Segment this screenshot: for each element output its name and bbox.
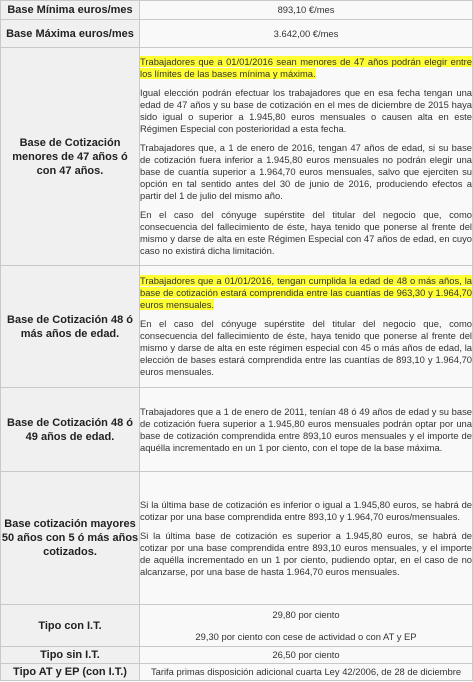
- paragraph: Si la última base de cotización es superior a 1.945,80 euros, se habrá de cotizar por una base comprendida entre 893,10 euros mensuales, y el importe de aquélla incrementado en un 1 por ciento, pudiendo optar, en el caso de no alcanzarse, por una base de hasta 1.964,70 euros mensuales.: [140, 529, 472, 577]
- paragraph: Trabajadores que, a 1 de enero de 2016, tengan 47 años de edad, si su base de cotización fuera inferior a 1.945,80 euros mensuales no podrán elegir una base de cuantía superior a 1.964,70 euros mensuales, salvo que ejerciten su opción en tal sentido antes del 30 de junio de 2016, produciendo efectos a partir del 1 de julio del mismo año.: [140, 142, 472, 201]
- table-row-tipo-sin-it: [1, 647, 473, 664]
- paragraph: En el caso del cónyuge supérstite del titular del negocio que, como consecuencia del fallecimiento de éste, haya tenido que ponerse al frente del mismo y darse de alta en este régimen especial con 45 o más años de edad, la elección de bases estará comprendida entre las cuantías de 893,10 y 1.964,70 euros mensuales.: [140, 318, 472, 377]
- row-content: [140, 388, 473, 472]
- row-value: 3.642,00 €/mes: [140, 20, 473, 48]
- table-row-tipo-it: [1, 605, 473, 647]
- table-row-tipo-at-ep: [1, 664, 473, 681]
- row-label: Base de Cotización 48 ó más años de edad.: [1, 266, 140, 388]
- highlighted-text: Trabajadores que a 01/01/2016, tengan cumplida la edad de 48 o más años, la base de cotización estará comprendida entre las cuantías de 963,30 y 1.964,70 euros mensuales.: [140, 275, 472, 310]
- table-row-mayores-50: [1, 472, 473, 605]
- row-text: [140, 406, 472, 454]
- table-row-edad-48-49: [1, 388, 473, 472]
- table-row-base-maxima: [1, 20, 473, 48]
- highlighted-text: Trabajadores que a 01/01/2016 sean menores de 47 años podrán elegir entre los límites de las bases mínima y máxima.: [140, 56, 472, 79]
- row-value: 26,50 por ciento: [140, 647, 473, 664]
- row-content: [140, 48, 473, 266]
- row-content: [140, 266, 473, 388]
- row-label: Tipo con I.T.: [1, 605, 140, 647]
- paragraph: Igual elección podrán efectuar los trabajadores que en esa fecha tengan una edad de 47 años y su base de cotización en el mes de diciembre de 2015 haya sido igual o superior a 1.945,80 euros mensuales o causen alta en este Régimen Especial con posterioridad a esta fecha.: [140, 87, 472, 134]
- paragraph: En el caso del cónyuge supérstite del titular del negocio que, como consecuencia del fallecimiento de éste, haya tenido que ponerse al frente del mismo y darse de alta en este Régimen Especial con 47 años de edad, en cuyo caso no existirá dicha limitación.: [140, 209, 472, 256]
- line-1: 29,80 por ciento: [272, 608, 340, 620]
- table-row-menores-47: [1, 48, 473, 266]
- row-text: [140, 499, 472, 578]
- row-label: Base de Cotización 48 ó 49 años de edad.: [1, 388, 140, 472]
- row-label: Base de Cotización menores de 47 años ó con 47 años.: [1, 48, 140, 266]
- table-row-mayores-48: [1, 266, 473, 388]
- row-value: 893,10 €/mes: [140, 1, 473, 20]
- row-text: [140, 56, 472, 257]
- row-content: [140, 472, 473, 605]
- row-label: Tipo sin I.T.: [1, 647, 140, 664]
- row-text: [140, 275, 472, 378]
- paragraph: Si la última base de cotización es inferior o igual a 1.945,80 euros, se habrá de cotizar por una base comprendida entre 893,10 y 1.964,70 euros/mensuales.: [140, 498, 472, 522]
- line-2: 29,30 por ciento con cese de actividad o con AT y EP: [195, 630, 417, 642]
- paragraph: Trabajadores que a 1 de enero de 2011, tenían 48 ó 49 años de edad y su base de cotización fuera superior a 1.945,80 euros mensuales podrán optar por una base de cotización comprendida entre 893,10 euros mensuales y el importe de aquélla incrementado en un 1 por ciento, con el tope de la base máxima.: [140, 405, 472, 453]
- row-label: Base Máxima euros/mes: [1, 20, 140, 48]
- row-value: Tarifa primas disposición adicional cuarta Ley 42/2006, de 28 de diciembre: [140, 664, 473, 681]
- row-content: [140, 605, 473, 647]
- row-label: Base Mínima euros/mes: [1, 1, 140, 20]
- table-row-base-minima: [1, 1, 473, 20]
- row-label: Base cotización mayores 50 años con 5 ó más años cotizados.: [1, 472, 140, 605]
- row-label: Tipo AT y EP (con I.T.): [1, 664, 140, 681]
